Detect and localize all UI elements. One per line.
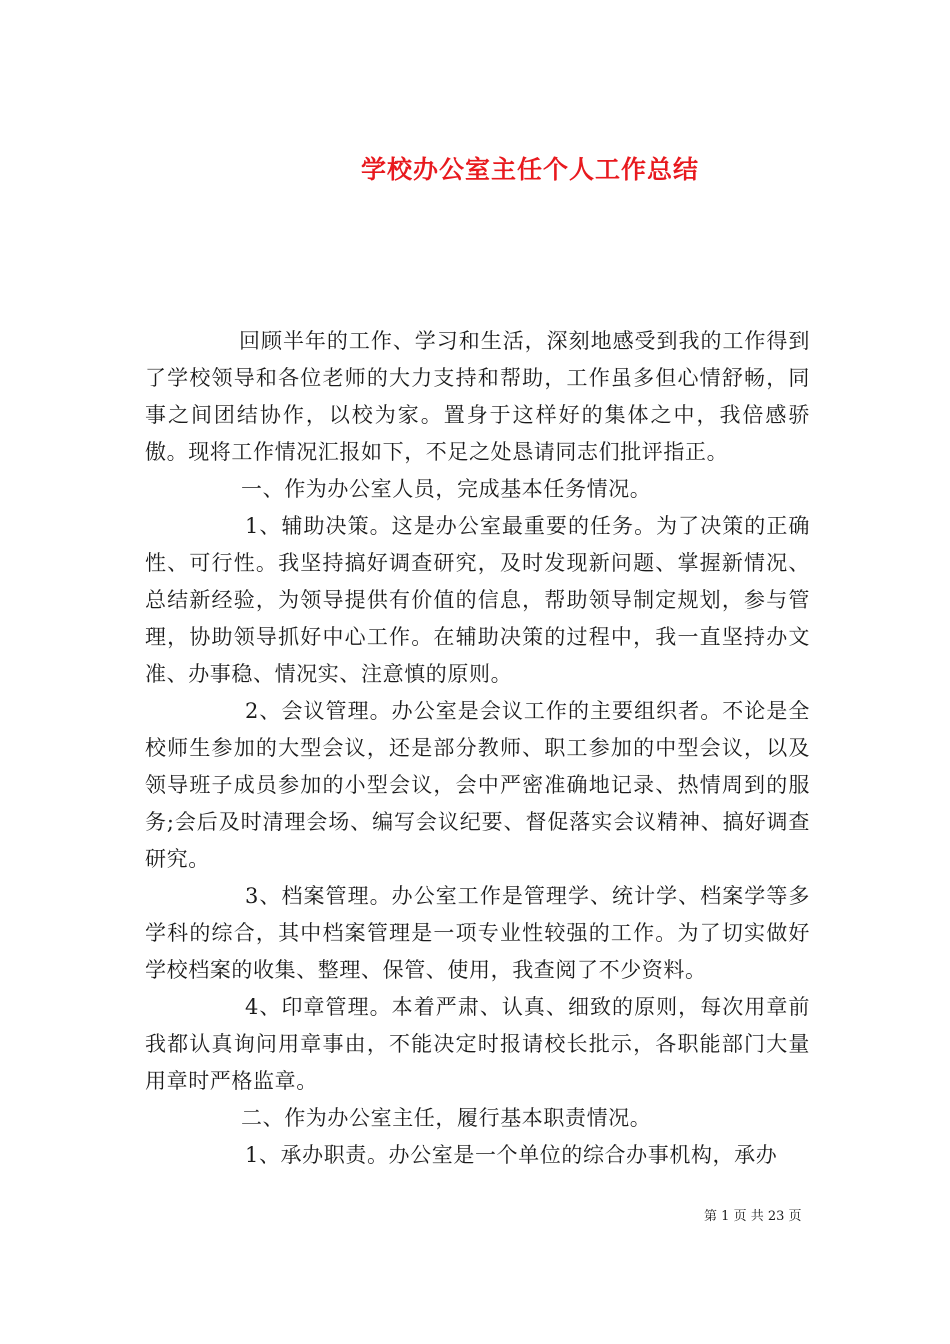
paragraph-meeting-management: 2、会议管理。办公室是会议工作的主要组织者。不论是全校师生参加的大型会议，还是部分教师、职工参加的中型会议，以及领导班子成员参加的小型会议，会中严密准确地记录、热情周到的服务;会后及时清理会场、编写会议纪要、督促落实会议精神、搞好调查研究。 (145, 699, 810, 871)
footer-prefix: 第 (704, 1209, 718, 1224)
section-heading-2: 二、作为办公室主任，履行基本职责情况。 (241, 1106, 652, 1130)
footer-current-page: 1 (721, 1209, 730, 1224)
section-heading-1: 一、作为办公室人员，完成基本任务情况。 (241, 477, 652, 501)
footer-total-pages: 23 (767, 1209, 785, 1224)
page-number-footer (704, 1205, 802, 1224)
paragraph-seal-management: 4、印章管理。本着严肃、认真、细致的原则，每次用章前我都认真询问用章事由，不能决定时报请校长批示，各职能部门大量用章时严格监章。 (145, 995, 810, 1093)
paragraph-undertaking-duties: 1、承办职责。办公室是一个单位的综合办事机构，承办 (245, 1143, 778, 1167)
footer-middle: 页 共 (733, 1209, 764, 1224)
document-title: 学校办公室主任个人工作总结 (360, 154, 699, 184)
paragraph-intro: 回顾半年的工作、学习和生活，深刻地感受到我的工作得到了学校领导和各位老师的大力支持和帮助，工作虽多但心情舒畅，同事之间团结协作，以校为家。置身于这样好的集体之中，我倍感骄傲。现将工作情况汇报如下，不足之处恳请同志们批评指正。 (145, 329, 810, 464)
paragraph-archive-management: 3、档案管理。办公室工作是管理学、统计学、档案学等多学科的综合，其中档案管理是一项专业性较强的工作。为了切实做好学校档案的收集、整理、保管、使用，我查阅了不少资料。 (145, 884, 810, 982)
paragraph-decision-support: 1、辅助决策。这是办公室最重要的任务。为了决策的正确性、可行性。我坚持搞好调查研究，及时发现新问题、掌握新情况、总结新经验，为领导提供有价值的信息，帮助领导制定规划，参与管理，协助领导抓好中心工作。在辅助决策的过程中，我一直坚持办文准、办事稳、情况实、注意慎的原则。 (145, 514, 810, 686)
document-body (145, 323, 810, 1174)
footer-suffix: 页 (788, 1209, 802, 1224)
